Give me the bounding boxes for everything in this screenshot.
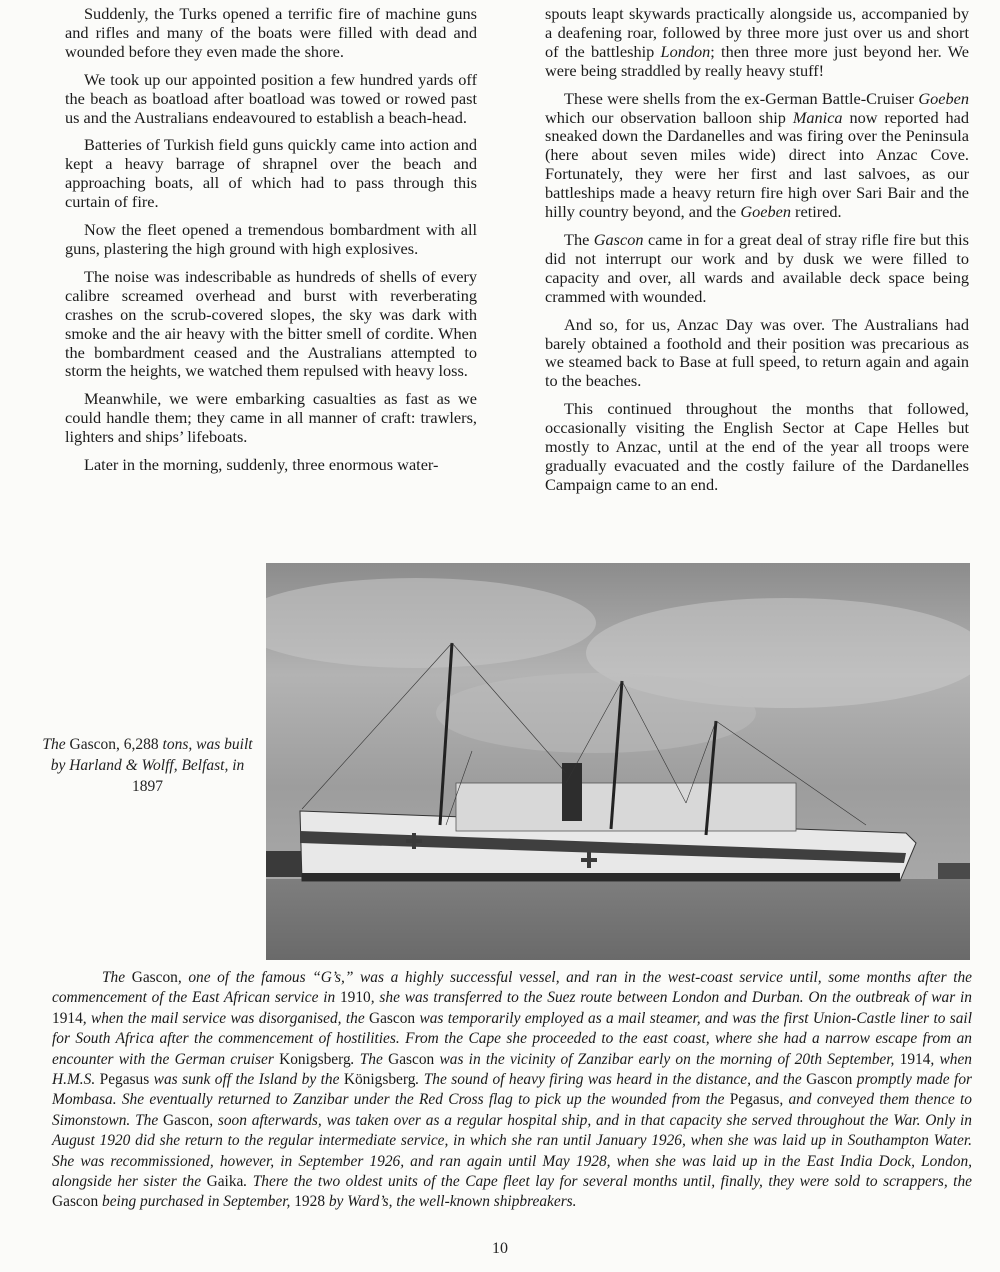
paragraph: Batteries of Turkish field guns quickly came into action and kept a heavy barrage of shrapnel over the beach and approaching boats, all of which had to pass through this curtain of fire.: [65, 135, 477, 212]
year: 1928: [294, 1193, 326, 1211]
ship-name: Gascon: [593, 229, 644, 249]
year: 1914: [899, 1050, 931, 1068]
paragraph: Meanwhile, we were embarking casualties as fast as we could handle them; they came in all manner of craft: trawlers, lighters and ships’ lifeboats.: [65, 389, 477, 447]
waterline: [302, 873, 900, 881]
year: 1897: [132, 778, 163, 795]
ship-photo-illustration: [266, 563, 970, 960]
text-run: ; then three more just beyond her. We were being straddled by really heavy stuff!: [545, 41, 969, 80]
red-cross-icon: [581, 858, 597, 862]
ship-name: Goeben: [740, 202, 791, 222]
ship-name: Konigsberg: [279, 1050, 351, 1068]
paragraph: Now the fleet opened a tremendous bombardment with all guns, plastering the high ground with high explosives.: [65, 220, 477, 258]
ship-name: London: [660, 41, 711, 61]
text-run: was temporarily employed as a mail steamer, and was the first Union-Castle liner to sail for South Africa after the commencement of hostilities. From the Cape she proceeded to the east coast, where she had a narrow escape from an encounter with the German cruiser: [52, 1009, 972, 1068]
text-run: , when the mail service was disorganised, the: [82, 1009, 369, 1027]
sea: [266, 879, 970, 960]
text-run: retired.: [790, 202, 842, 222]
text-run: being purchased in September,: [98, 1193, 295, 1211]
ship-name: Goeben: [918, 88, 969, 108]
paragraph: The noise was indescribable as hundreds of shells of every calibre screamed overhead and burst with reverberating crashes on the scrub-covered slopes, the sky was dark with smoke and the air heavy with the bitter smell of cordite. When the bombardment ceased and the Australians attempted to storm the heights, we watched them repulsed with heavy loss.: [65, 266, 477, 381]
text-run: spouts leapt skywards practically alongside us, accompanied by a deafening roar, followed by three more just over us and short of the battleship: [545, 4, 969, 61]
ship-name: Gascon: [52, 1193, 99, 1211]
text-run: by Ward’s, the well-known shipbreakers.: [325, 1193, 577, 1211]
paragraph: This continued throughout the months that followed, occasionally visiting the English Sector at Cape Helles but mostly to Anzac, until at the end of the year all troops were gradually evacuated and the costly failure of the Dardanelles Campaign came to an end.: [545, 399, 969, 494]
text-run: . There the two oldest units of the Cape fleet lay for several months until, finally, they were sold to scrappers, the: [243, 1173, 972, 1191]
text-run: The: [564, 229, 594, 249]
ship-name: Gascon: [368, 1009, 416, 1027]
ship-name: Gascon, 6,288: [69, 736, 159, 753]
text-run: now reported had sneaked down the Dardanelles and was firing over the Peninsula (here about seven miles wide) direct into Anzac Cove. Fortunately, they were her first and last salvoes, as our battleships made a heavy return fire high over Sari Bair and the hilly country beyond, and the: [545, 107, 970, 222]
paragraph: [545, 90, 969, 222]
ship-name: Königsberg: [343, 1071, 416, 1089]
photo-bottom-caption: [52, 968, 972, 1213]
text-run: was in the vicinity of Zanzibar early on the morning of 20th September,: [434, 1050, 900, 1068]
red-cross-icon: [406, 839, 422, 843]
shoreline-left: [266, 851, 306, 877]
superstructure: [456, 783, 796, 831]
ship-photograph: [266, 563, 970, 960]
ship-name: Gascon: [163, 1111, 210, 1129]
ship-name: Gaika: [206, 1173, 244, 1191]
ship-name: Gascon: [806, 1071, 853, 1089]
right-column: [545, 5, 969, 504]
cloud: [436, 673, 756, 753]
text-run: The: [102, 969, 132, 986]
text-run: , she was transferred to the Suez route between London and Durban. On the outbreak of war in: [370, 989, 972, 1007]
ship-name: Gascon: [388, 1050, 435, 1068]
text-run: which our observation balloon ship: [545, 107, 793, 127]
text-run: . The sound of heavy firing was heard in the distance, and the: [415, 1071, 807, 1089]
text-run: , when H.M.S.: [52, 1050, 972, 1089]
text-run: , and conveyed them thence to Simonstown. The: [52, 1091, 972, 1129]
text-run: . The: [350, 1050, 389, 1068]
ship-name: Gascon: [131, 969, 178, 986]
text-run: , soon afterwards, was taken over as a regular hospital ship, and in that capacity she served throughout the War. Only in August 1920 did she return to the regular intermediate service, in which she ran until January 1926, when she was laid up in Southampton Water. She was recommissioned, however, in September 1926, and ran again until May 1928, when she was laid up in the East India Dock, London, alongside her sister the: [52, 1111, 972, 1191]
year: 1914: [52, 1009, 83, 1027]
text-run: tons,: [158, 736, 193, 753]
text-run: , one of the famous “G’s,” was a highly successful vessel, and ran in the west-coast service until, some months after the commencement of the East African service in: [52, 969, 973, 1007]
paragraph: [545, 231, 969, 307]
year: 1910: [339, 989, 371, 1007]
paragraph: Suddenly, the Turks opened a terrific fire of machine guns and rifles and many of the boats were filled with dead and wounded before they even made the shore.: [65, 4, 477, 61]
paragraph: [545, 5, 969, 81]
left-column: [65, 5, 477, 484]
text-run: The: [42, 736, 70, 753]
ship-name: Manica: [792, 107, 843, 127]
text-run: was built by Harland & Wolff, Belfast, in: [50, 736, 253, 774]
ship-name: Pegasus: [99, 1071, 150, 1089]
paragraph: We took up our appointed position a few hundred yards off the beach as boatload after boatload was towed or rowed past us and the Australians endeavoured to establish a beach-head.: [65, 69, 477, 127]
paragraph: Later in the morning, suddenly, three enormous water-: [84, 455, 439, 475]
text-run: These were shells from the ex-German Battle-Cruiser: [564, 88, 919, 108]
text-run: promptly made for Mombasa. She eventually returned to Zanzibar under the Red Cross flag to pick up the wounded from the: [52, 1071, 973, 1109]
paragraph: And so, for us, Anzac Day was over. The Australians had barely obtained a foothold and their position was precarious as we steamed back to Base at full speed, to return again and again to the beaches.: [545, 314, 969, 391]
page-number: 10: [492, 1240, 508, 1257]
text-run: was sunk off the Island by the: [149, 1071, 344, 1089]
ship-name: Pegasus: [729, 1091, 780, 1109]
photo-side-caption: [40, 734, 255, 797]
text-run: came in for a great deal of stray rifle fire but this did not interrupt our work and by dusk we were filled to capacity and over, all wards and available deck space being crammed with wounded.: [545, 229, 969, 306]
